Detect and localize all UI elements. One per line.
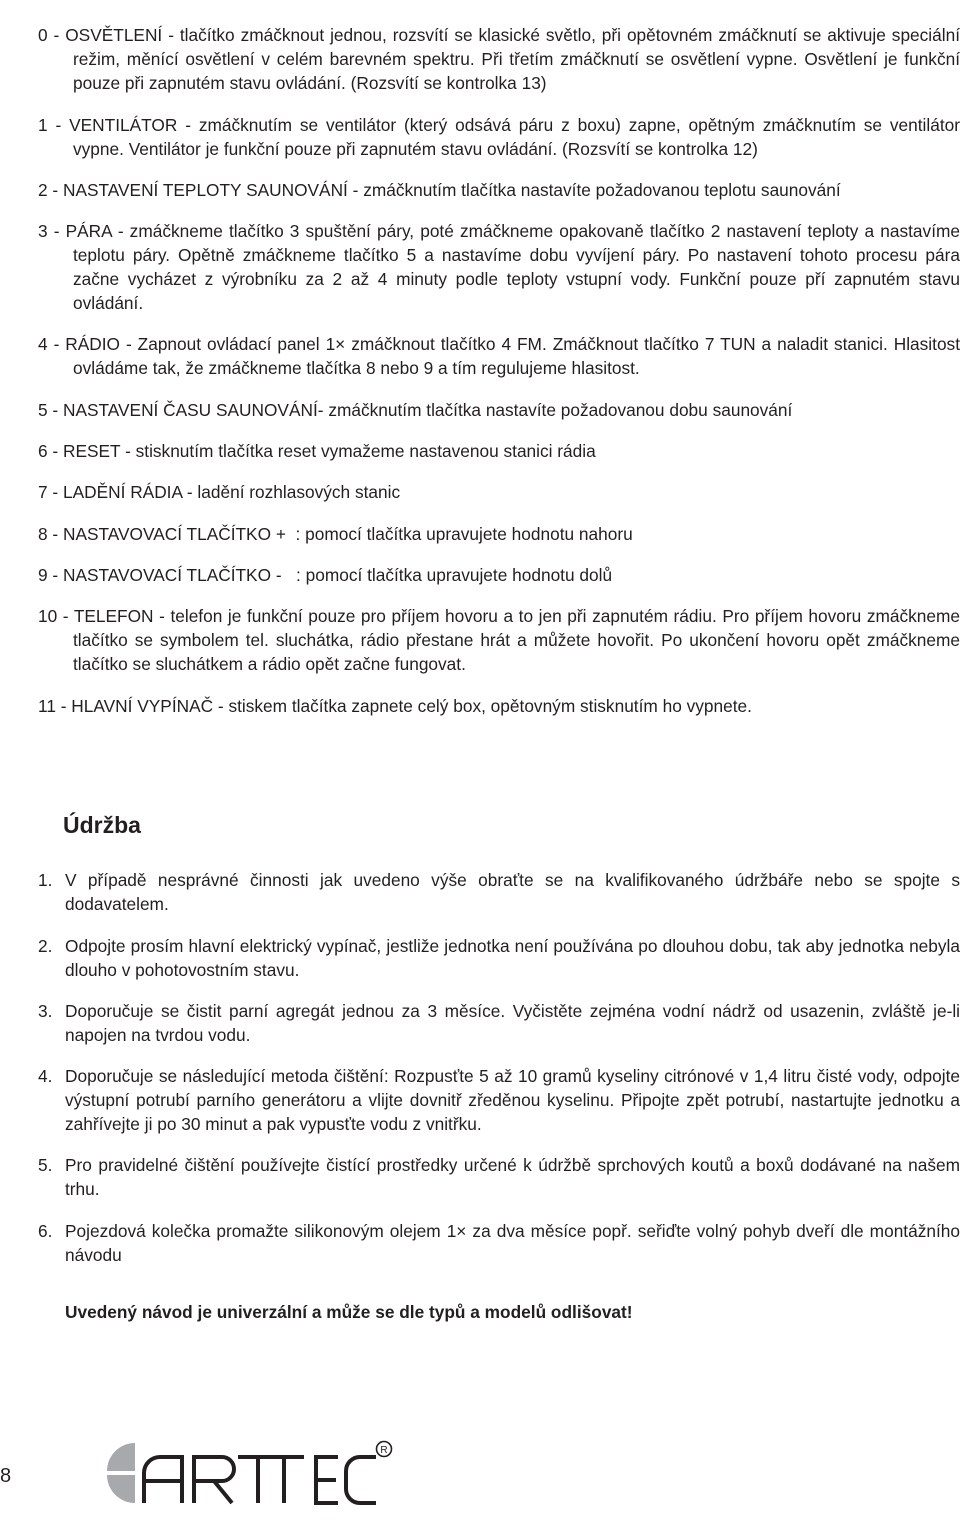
logo-mark-bottom <box>107 1475 135 1503</box>
control-text: - stiskem tlačítka zapnete celý box, opětovným stisknutím ho vypnete. <box>213 695 752 716</box>
item-number: 2. <box>38 935 53 956</box>
control-item-lighting <box>38 23 960 95</box>
control-label: 6 - RESET <box>38 441 121 462</box>
control-item-steam <box>38 219 960 315</box>
disclaimer-notice: Uvedený návod je univerzální a může se dle typů a modelů odlišovat! <box>65 1302 633 1322</box>
control-item-tuning <box>38 480 960 504</box>
logo-letter-c <box>346 1457 376 1503</box>
item-number: 3. <box>38 1000 53 1021</box>
control-text: : pomocí tlačítka upravujete hodnotu nahoru <box>285 523 633 544</box>
control-label: 0 - OSVĚTLENÍ <box>38 25 163 46</box>
control-text: - zmáčknutím tlačítka nastavíte požadovanou dobu saunování <box>317 399 793 420</box>
control-label: 1 - VENTILÁTOR <box>38 114 178 135</box>
control-text: - zmáčkneme tlačítko 3 spuštění páry, poté zmáčkneme opakovaně tlačítko 2 nastavení teploty a nastavíme teplotu páry. Opětně zmáčkneme tlačítko 5 a nastavíme dobu vyvíjení páry. Po nastavení tohoto procesu pára začne vycházet z výrobníku za 2 až 4 minuty podle teploty vstupní vody. Funkční pouze pří zapnutém stavu ovládání. <box>73 221 960 314</box>
maintenance-item <box>38 1153 960 1201</box>
control-item-fan <box>38 113 960 161</box>
control-item-reset <box>38 439 960 463</box>
control-item-main-switch <box>38 694 960 718</box>
artec-logo <box>104 1437 394 1523</box>
item-text: Pro pravidelné čištění používejte čistící prostředky určené k údržbě sprchových koutů a boxů dodávané na našem trhu. <box>65 1155 960 1200</box>
control-item-temperature <box>38 178 960 202</box>
item-number: 1. <box>38 870 53 891</box>
maintenance-item <box>38 934 960 982</box>
control-item-minus <box>38 563 960 587</box>
logo-letter-r <box>194 1457 234 1503</box>
control-label: 11 - HLAVNÍ VYPÍNAČ <box>38 695 214 716</box>
item-text: V případě nesprávné činnosti jak uvedeno výše obraťte se na kvalifikovaného údržbáře nebo se spojte s dodavatelem. <box>65 870 960 915</box>
svg-text:R: R <box>380 1445 388 1456</box>
control-label: 8 - NASTAVOVACÍ TLAČÍTKO + <box>38 523 286 544</box>
control-label: 4 - RÁDIO <box>38 334 120 355</box>
control-item-radio <box>38 332 960 380</box>
maintenance-heading: Údržba <box>63 812 141 838</box>
logo-letter-t2 <box>264 1457 304 1503</box>
page-number: 8 <box>0 1465 12 1487</box>
control-label: 5 - NASTAVENÍ ČASU SAUNOVÁNÍ <box>38 399 318 420</box>
maintenance-list <box>38 851 960 1280</box>
item-text: Pojezdová kolečka promažte silikonovým olejem 1× za dva měsíce popř. seřiďte volný pohyb dveří dle montážního návodu <box>65 1220 960 1265</box>
control-text: - stisknutím tlačítka reset vymažeme nastavenou stanici rádia <box>120 441 596 462</box>
control-text: - Zapnout ovládací panel 1× zmáčknout tlačítko 4 FM. Zmáčknout tlačítko 7 TUN a naladit stanici. Hlasitost ovládáme tak, že zmáčkneme tlačítka 8 nebo 9 a tím regulujeme hlasitost. <box>73 334 960 379</box>
item-number: 6. <box>38 1220 53 1241</box>
logo-letter-e <box>316 1457 338 1503</box>
item-number: 5. <box>38 1155 53 1176</box>
item-number: 4. <box>38 1066 53 1087</box>
control-text: - zmáčknutím se ventilátor (který odsává páru z boxu) zapne, opětným zmáčknutím se ventilátor vypne. Ventilátor je funkční pouze při zapnutém stavu ovládání. (Rozsvítí se kontrolka 12) <box>73 114 960 159</box>
control-item-sauna-time <box>38 398 960 422</box>
control-text: - tlačítko zmáčknout jednou, rozsvítí se klasické světlo, při opětovném zmáčknutí se aktivuje speciální režim, měnící osvětlení v celém barevném spektru. Při třetím zmáčknutí se osvětlení vypne. Osvětlení je funkční pouze při zapnutém stavu ovládání. (Rozsvítí se kontrolka 13) <box>73 25 960 94</box>
control-text: - telefon je funkční pouze pro příjem hovoru a to jen při zapnutém rádiu. Pro příjem hovoru zmáčkneme tlačítko se symbolem tel. sluchátka, rádio přestane hrát a můžete hovořit. Po ukončení hovoru opět zmáčkneme tlačítko se sluchátkem a rádio opět začne fungovat. <box>73 606 960 675</box>
control-item-plus <box>38 522 960 546</box>
maintenance-item <box>38 999 960 1047</box>
item-text: Doporučuje se čistit parní agregát jednou za 3 měsíce. Vyčistěte zejména vodní nádrž od usazenin, zvláště je-li napojen na tvrdou vodu. <box>65 1000 960 1045</box>
maintenance-item <box>38 1064 960 1136</box>
control-label: 3 - PÁRA <box>38 221 112 242</box>
control-item-phone <box>38 604 960 676</box>
control-text: - zmáčknutím tlačítka nastavíte požadovanou teplotu saunování <box>347 179 841 200</box>
control-label: 10 - TELEFON <box>38 606 154 627</box>
maintenance-item <box>38 1219 960 1267</box>
control-label: 7 - LADĚNÍ RÁDIA <box>38 482 183 503</box>
item-text: Odpojte prosím hlavní elektrický vypínač, jestliže jednotka není používána po dlouhou dobu, tak aby jednotka nebyla dlouho v pohotovostním stavu. <box>65 935 960 980</box>
logo-mark-top <box>107 1443 135 1471</box>
item-text: Doporučuje se následující metoda čištění: Rozpusťte 5 až 10 gramů kyseliny citrónové v 1,4 litru čisté vody, odpojte výstupní potrubí parního generátoru a vlijte dovnitř zředěnou kyselinu. Připojte zpět potrubí, nastartujte jednotku a zahřívejte ji po 30 minut a pak vypusťte vodu z vnitřku. <box>65 1066 960 1135</box>
control-text: : pomocí tlačítka upravujete hodnotu dolů <box>281 564 613 585</box>
control-label: 2 - NASTAVENÍ TEPLOTY SAUNOVÁNÍ <box>38 179 348 200</box>
logo-letter-t <box>238 1457 278 1503</box>
controls-description-list <box>38 6 960 728</box>
maintenance-item <box>38 868 960 916</box>
control-label: 9 - NASTAVOVACÍ TLAČÍTKO - <box>38 564 282 585</box>
control-text: - ladění rozhlasových stanic <box>182 482 401 503</box>
